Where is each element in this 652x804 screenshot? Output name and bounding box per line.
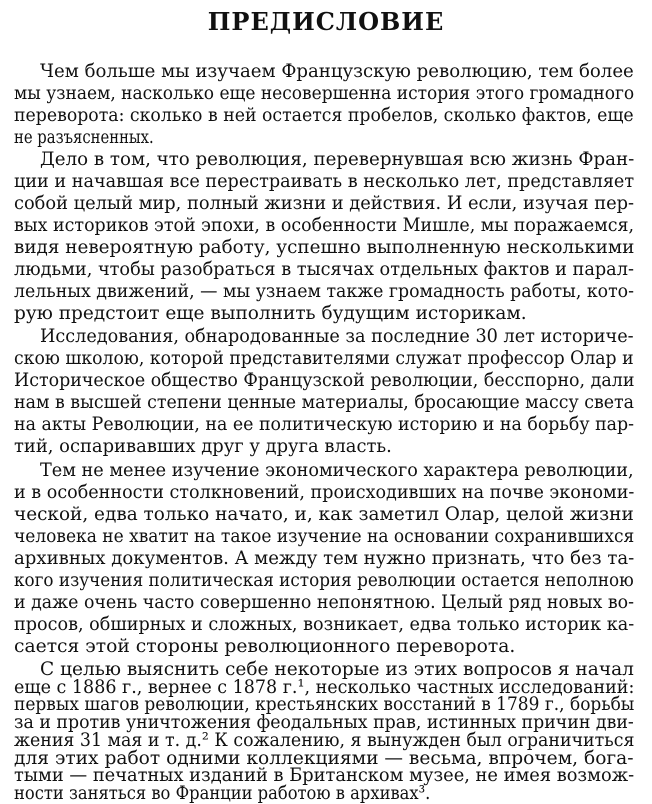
text-line: ности заняться во Франции работою в архивах³. xyxy=(14,782,431,804)
text-line: Историческое общество Французской революции, бесспорно, дали xyxy=(14,369,635,391)
text-line: на акты Революции, на ее политическую историю и на борьбу пар- xyxy=(14,413,635,435)
text-line: кого изучения политическая история революции остается неполною xyxy=(14,569,634,591)
text-line: Чем больше мы изучаем Французскую революцию, тем более xyxy=(40,60,634,82)
text-line: рую предстоит еще выполнить будущим историкам. xyxy=(14,302,527,324)
text-line: людьми, чтобы разобраться в тысячах отдельных фактов и парал- xyxy=(14,258,634,280)
text-line: жения 31 мая и т. д.² К сожалению, я вынужден был ограничиться xyxy=(14,728,635,751)
text-line: сается этой стороны революционного переворота. xyxy=(14,635,516,657)
text-line: первых шагов революции, крестьянских восстаний в 1789 г., борьбы xyxy=(14,693,635,716)
text-line: и даже очень часто совершенно непонятною. Целый ряд новых во- xyxy=(14,591,634,613)
text-line: переворота: сколько в ней остается пробелов, сколько фактов, еще xyxy=(14,104,634,126)
page-title: ПРЕДИСЛОВИЕ xyxy=(207,7,445,36)
text-line: мы узнаем, насколько еще несовершенна история этого громадного xyxy=(14,82,635,104)
text-line: нам в высшей степени ценные материалы, бросающие массу света xyxy=(14,391,635,413)
text-line: тыми — печатных изданий в Британском музее, не имея возмож- xyxy=(14,764,635,787)
text-line: ческой, едва только начато, и, как заметил Олар, целой жизни xyxy=(14,503,634,525)
text-line: для этих работ одними коллекциями — весьма, впрочем, бога- xyxy=(14,746,634,769)
text-line: видя невероятную работу, успешно выполненную несколькими xyxy=(14,236,635,258)
text-line: еще с 1886 г., вернее с 1878 г.¹, несколько частных исследований: xyxy=(14,675,635,698)
text-line: Исследования, обнародованные за последние 30 лет историче- xyxy=(40,325,634,347)
text-line: архивных документов. А между тем нужно признать, что без та- xyxy=(14,547,635,569)
text-line: собой целый мир, полный жизни и действия. И если, изучая пер- xyxy=(14,192,635,214)
text-line: тий, оспаривавших друг у друга власть. xyxy=(14,435,392,457)
text-line: не разъясненных. xyxy=(14,126,154,148)
text-line: и в особенности столкновений, происходивших на почве экономи- xyxy=(14,481,635,503)
text-line: Дело в том, что революция, перевернувшая всю жизнь Фран- xyxy=(40,148,635,170)
text-line: С целью выяснить себе некоторые из этих вопросов я начал xyxy=(40,658,634,680)
text-line: скою школою, которой представителями служат профессор Олар и xyxy=(14,347,634,369)
text-line: человека не хватит на такое изучение на основании сохранившихся xyxy=(14,525,635,547)
text-line: Тем не менее изучение экономического характера революции, xyxy=(40,459,634,481)
text-line: лельных движений, — мы узнаем также громадность работы, кото- xyxy=(14,280,634,302)
text-line: за и против уничтожения феодальных прав, истинных причин дви- xyxy=(14,711,634,734)
text-line: ции и начавшая все перестраивать в несколько лет, представляет xyxy=(14,170,635,192)
text-line: вых историков этой эпохи, в особенности Мишле, мы поражаемся, xyxy=(14,214,634,236)
text-line: просов, обширных и сложных, возникает, едва только историк ка- xyxy=(14,613,635,635)
